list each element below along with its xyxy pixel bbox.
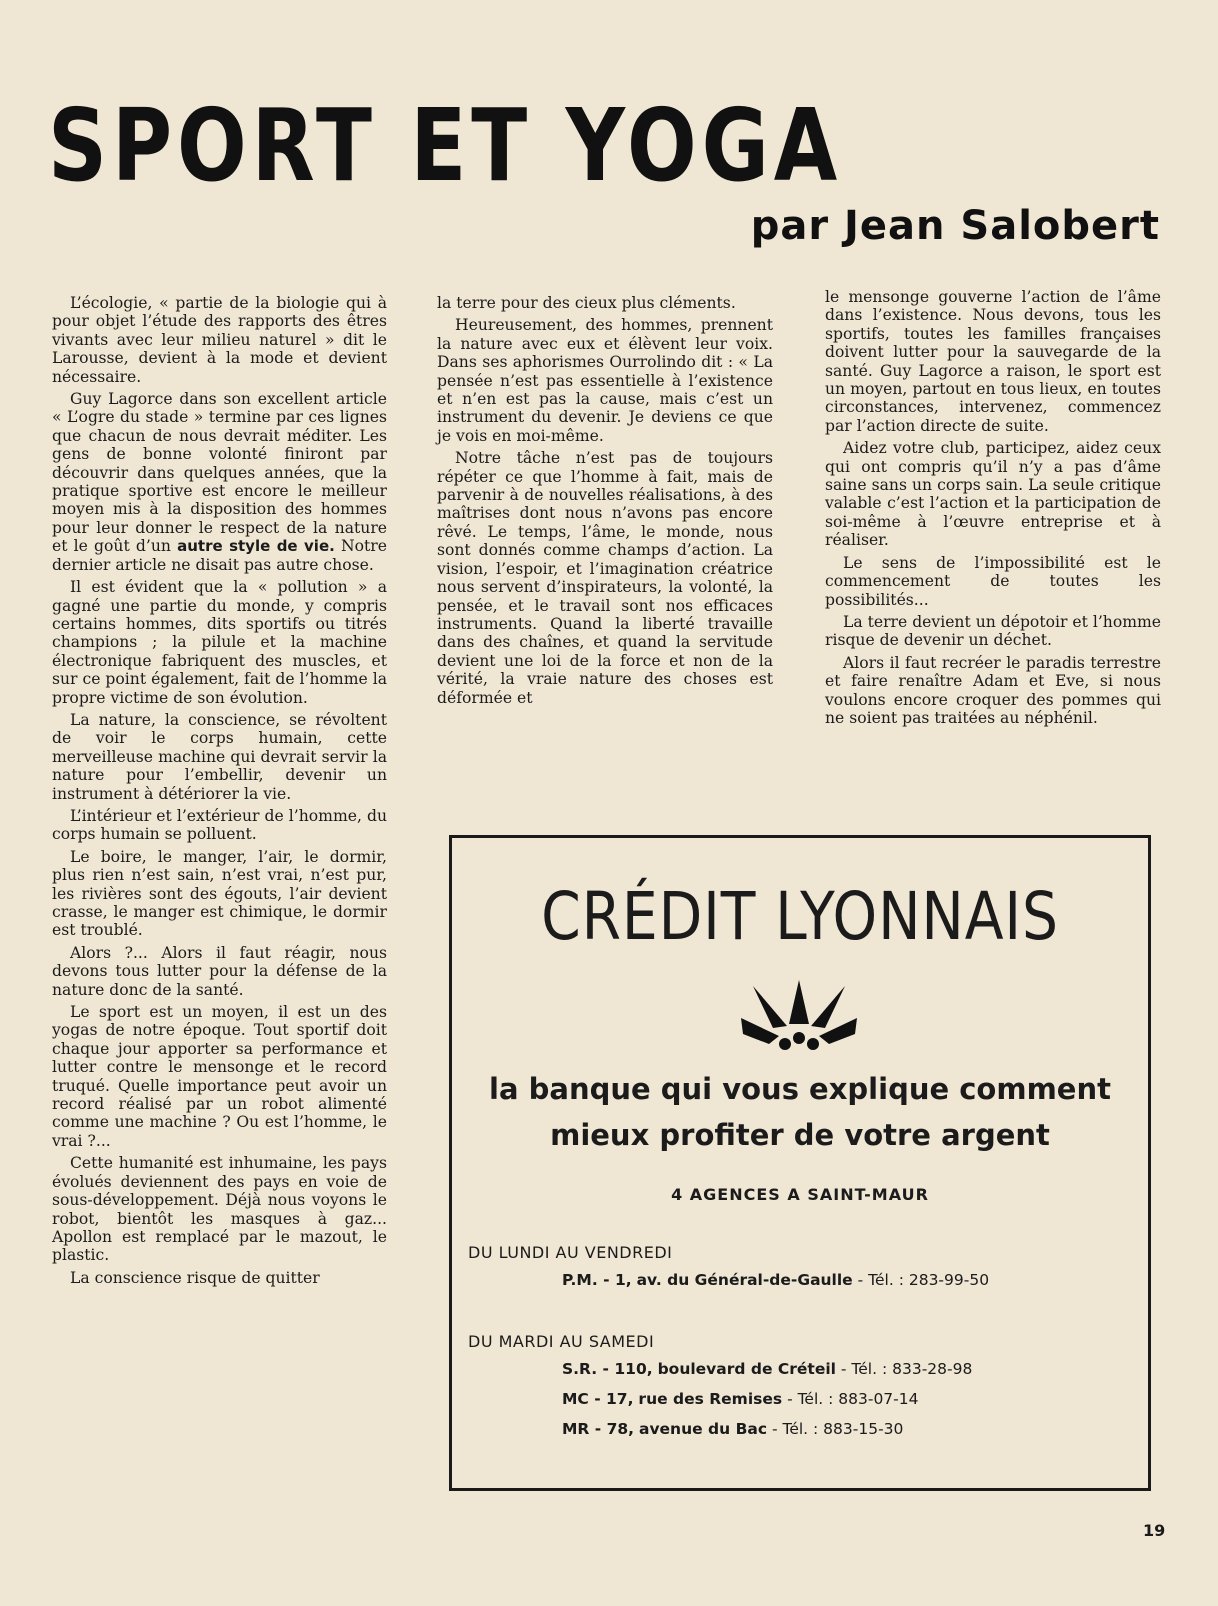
paragraph: Guy Lagorce dans son excellent article « L’ogre du stade » termine par ces lignes que chacun de nous devrait méditer. Les gens de bonne volonté finiront par découvrir dans quelques années, que la pratique sportive est encore le meilleur moyen mis à la disposition des hommes pour leur donner le respect de la nature et le goût d’un autre style de vie. Notre dernier article ne disait pas autre chose. — [52, 390, 387, 574]
emphasis-text: autre style de vie. — [177, 537, 335, 556]
branch-mr: MR - 78, avenue du Bac - Tél. : 883-15-30 — [562, 1420, 904, 1438]
schedule-tuesday-saturday: DU MARDI AU SAMEDI — [468, 1332, 655, 1351]
paragraph: Le sport est un moyen, il est un des yogas de notre époque. Tout sportif doit chaque jour apporter sa performance et lutter contre le mensonge et le record truqué. Quelle importance peut avoir un record réalisé par un robot alimenté comme une machine ? Ou est l’homme, le vrai ?... — [52, 1003, 387, 1150]
article-byline: par Jean Salobert — [750, 203, 1160, 249]
paragraph: L’écologie, « partie de la biologie qui à pour objet l’étude des rapports des êtres vivants avec leur milieu naturel » dit le Larousse, devient à la mode et devient nécessaire. — [52, 294, 387, 386]
page-number: 19 — [1143, 1521, 1166, 1540]
article-column-2 — [437, 294, 773, 711]
paragraph: le mensonge gouverne l’action de l’âme dans l’existence. Nous devons, tous les sportifs, toutes les familles françaises doivent lutter pour la sauvegarde de la santé. Guy Lagorce a raison, le sport est un moyen, partout en tous lieux, en toutes circonstances, intervenez, commencez par l’action directe de suite. — [825, 288, 1161, 435]
schedule-weekdays: DU LUNDI AU VENDREDI — [468, 1243, 673, 1262]
credit-lyonnais-advertisement — [449, 835, 1151, 1491]
paragraph: Le sens de l’impossibilité est le commencement de toutes les possibilités... — [825, 553, 1161, 609]
paragraph: la terre pour des cieux plus cléments. — [437, 294, 736, 312]
ad-tagline: la banque qui vous explique comment mieux profiter de votre argent — [489, 1072, 1111, 1152]
paragraph: Le boire, le manger, l’air, le dormir, plus rien n’est sain, n’est vrai, n’est pur, les rivières sont des égouts, l’air devient crasse, le manger est chimique, le dormir est troublé. — [52, 847, 387, 940]
ad-brand-name: CRÉDIT LYONNAIS — [541, 878, 1059, 955]
branch-pm: P.M. - 1, av. du Général-de-Gaulle - Tél. : 283-99-50 — [562, 1271, 990, 1289]
paragraph: Cette humanité est inhumaine, les pays évolués deviennent des pays en voie de sous-développement. Déjà nous voyons le robot, bientôt les masques à gaz... Apollon est remplacé par le mazout, le plastic. — [52, 1154, 387, 1265]
paragraph: Notre tâche n’est pas de toujours répéter ce que l’homme à fait, mais de parvenir à de nouvelles réalisations, à des maîtrises dont nous n’avons pas encore rêvé. Le temps, l’âme, le monde, nous sont donnés comme champs d’action. La vision, l’espoir, et l’imagination créatrice nous servent d’inspirateurs, la volonté, la pensée, et le travail sont nos efficaces instruments. Quand la liberté travaille dans des chaînes, et quand la servitude devient une loi de la force et non de la vérité, la vraie nature des choses est déformée et — [437, 449, 773, 707]
paragraph: La terre devient un dépotoir et l’homme risque de devenir un déchet. — [825, 612, 1162, 650]
paragraph: Alors ?... Alors il faut réagir, nous devons tous lutter pour la défense de la nature donc de la santé. — [52, 943, 387, 999]
article-column-1 — [52, 294, 387, 1291]
paragraph: La nature, la conscience, se révoltent de voir le corps humain, cette merveilleuse machine qui devrait servir la nature pour l’embellir, devenir un instrument à détériorer la vie. — [52, 710, 387, 803]
ad-agences-heading: 4 AGENCES A SAINT-MAUR — [671, 1185, 929, 1204]
article-title: SPORT ET YOGA — [48, 87, 843, 204]
paragraph: Il est évident que la « pollution » a gagné une partie du monde, y compris certains hommes, dits sportifs ou titrés champions ; la pilule et la machine électronique fabriquent des muscles, et sur ce point également, fait de l’homme la propre victime de son évolution. — [52, 578, 387, 707]
paragraph: Heureusement, des hommes, prennent la nature avec eux et élèvent leur voix. Dans ses aphorismes Ourrolindo dit : « La pensée n’est pas essentielle à l’existence et n’en est pas la cause, mais c’est un instrument du devenir. Je deviens ce que je vois en moi-même. — [437, 316, 773, 445]
credit-lyonnais-logo-icon — [739, 978, 859, 1058]
paragraph: L’intérieur et l’extérieur de l’homme, du corps humain se polluent. — [52, 806, 387, 844]
branch-mc: MC - 17, rue des Remises - Tél. : 883-07-14 — [562, 1390, 919, 1408]
branch-sr: S.R. - 110, boulevard de Créteil - Tél. : 833-28-98 — [562, 1360, 973, 1378]
paragraph: Aidez votre club, participez, aidez ceux qui ont compris qu’il n’y a pas d’âme saine sans un corps sain. La seule critique valable c’est l’action et la participation de soi-même à l’œuvre entreprise et à réaliser. — [825, 439, 1161, 550]
paragraph: La conscience risque de quitter — [70, 1268, 320, 1287]
article-column-3 — [825, 288, 1161, 731]
paragraph: Alors il faut recréer le paradis terrestre et faire renaître Adam et Eve, si nous voulons encore croquer des pommes qui ne soient pas traitées au néphénil. — [825, 653, 1161, 727]
